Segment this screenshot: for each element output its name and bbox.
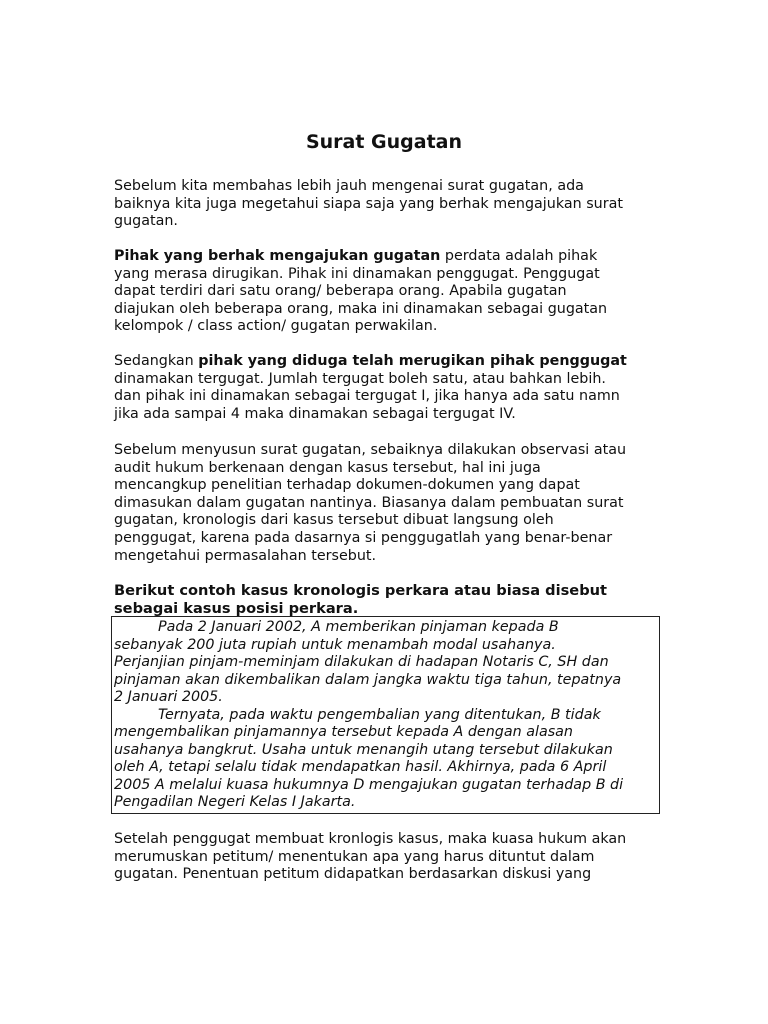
text-line: gugatan, kronologis dari kasus tersebut dibuat langsung oleh <box>114 512 554 529</box>
text-line: jika ada sampai 4 maka dinamakan sebagai tergugat IV. <box>114 405 516 422</box>
box-line: 2005 A melalui kuasa hukumnya D mengajukan gugatan terhadap B di <box>114 776 624 793</box>
text-line: mengetahui permasalahan tersebut. <box>114 547 377 564</box>
case-example-box <box>111 616 660 814</box>
box-line: Pengadilan Negeri Kelas I Jakarta. <box>114 794 356 810</box>
section-heading <box>114 582 662 618</box>
text-line: Sebelum kita membahas lebih jauh mengenai surat gugatan, ada <box>114 178 584 194</box>
box-line: oleh A, tetapi selalu tidak mendapatkan hasil. Akhirnya, pada 6 April <box>114 759 607 775</box>
box-line: mengembalikan pinjamannya tersebut kepada A dengan alasan <box>114 724 573 740</box>
heading-line: sebagai kasus posisi perkara. <box>114 600 359 617</box>
text-line <box>114 248 662 266</box>
box-line: pinjaman akan dikembalikan dalam jangka waktu tiga tahun, tepatnya <box>114 671 622 688</box>
text-line: Sebelum menyusun surat gugatan, sebaiknya dilakukan observasi atau <box>114 442 627 458</box>
paragraph-observasi <box>114 442 662 565</box>
text-line: dinamakan tergugat. Jumlah tergugat boleh satu, atau bahkan lebih. <box>114 370 606 387</box>
text-line: penggugat, karena pada dasarnya si penggugatlah yang benar-benar <box>114 529 613 546</box>
paragraph-petitum <box>114 831 662 884</box>
text-line: gugatan. <box>114 213 178 230</box>
text-line: diajukan oleh beberapa orang, maka ini dinamakan sebagai gugatan <box>114 300 608 317</box>
box-line: Pada 2 Januari 2002, A memberikan pinjaman kepada B <box>158 619 559 635</box>
bold-phrase: Pihak yang berhak mengajukan gugatan <box>114 248 441 264</box>
text-line: yang merasa dirugikan. Pihak ini dinamakan penggugat. Penggugat <box>114 265 600 282</box>
text-line: kelompok / class action/ gugatan perwakilan. <box>114 318 438 335</box>
text-run: Sedangkan <box>114 353 199 369</box>
bold-phrase: pihak yang diduga telah merugikan pihak penggugat <box>198 353 627 369</box>
text-run: perdata adalah pihak <box>440 248 598 264</box>
text-line: dimasukan dalam gugatan nantinya. Biasanya dalam pembuatan surat <box>114 494 624 511</box>
text-line: gugatan. Penentuan petitum didapatkan berdasarkan diskusi yang <box>114 866 592 883</box>
paragraph-intro <box>114 178 662 231</box>
text-line: mencangkup penelitian terhadap dokumen-dokumen yang dapat <box>114 477 580 494</box>
box-line: usahanya bangkrut. Usaha untuk menangih utang tersebut dilakukan <box>114 741 613 758</box>
paragraph-tergugat <box>114 353 662 423</box>
box-line: sebanyak 200 juta rupiah untuk menambah modal usahanya. <box>114 636 556 653</box>
box-line: Ternyata, pada waktu pengembalian yang ditentukan, B tidak <box>158 706 601 723</box>
text-line: dan pihak ini dinamakan sebagai tergugat I, jika hanya ada satu namn <box>114 388 620 405</box>
text-line: merumuskan petitum/ menentukan apa yang harus dituntut dalam <box>114 848 595 865</box>
text-line: audit hukum berkenaan dengan kasus tersebut, hal ini juga <box>114 459 541 476</box>
box-line: Perjanjian pinjam-meminjam dilakukan di hadapan Notaris C, SH dan <box>114 654 609 670</box>
heading-line: Berikut contoh kasus kronologis perkara atau biasa disebut <box>114 582 608 599</box>
text-line: baiknya kita juga megetahui siapa saja yang berhak mengajukan surat <box>114 195 623 212</box>
text-line <box>114 353 662 371</box>
text-line: Setelah penggugat membuat kronlogis kasus, maka kuasa hukum akan <box>114 831 627 847</box>
paragraph-penggugat <box>114 248 662 336</box>
document-title: Surat Gugatan <box>305 131 463 153</box>
text-line: dapat terdiri dari satu orang/ beberapa orang. Apabila gugatan <box>114 283 567 300</box>
box-line: 2 Januari 2005. <box>114 689 223 705</box>
